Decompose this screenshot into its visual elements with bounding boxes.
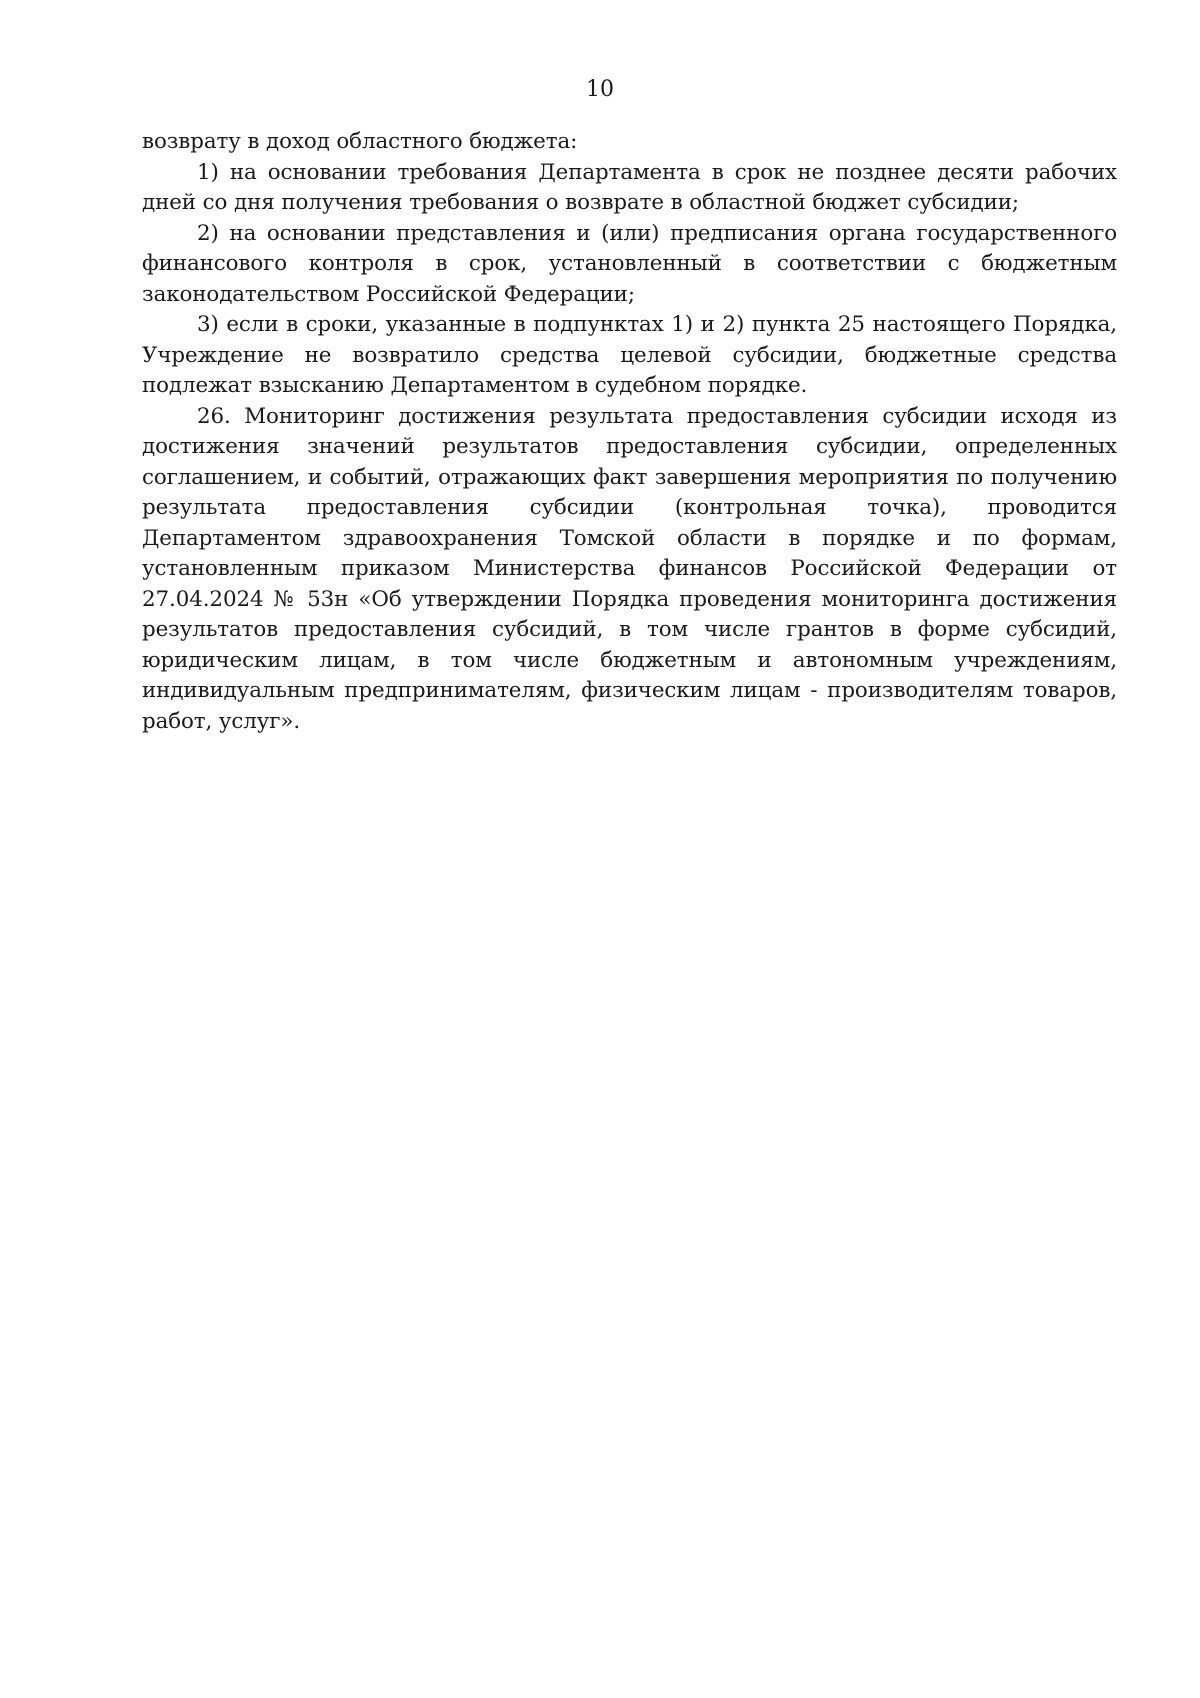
paragraph-continuation: возврату в доход областного бюджета: [142, 129, 578, 154]
paragraph-subitem-3: 3) если в сроки, указанные в подпунктах 1) и 2) пункта 25 настоящего Порядка, Учреждение не возвратило средства целевой субсидии, бюджетные средства подлежат взысканию Департаментом в судебном порядке. [142, 312, 1117, 398]
paragraph-subitem-2: 2) на основании представления и (или) предписания органа государственного финансового контроля в срок, установленный в соответствии с бюджетным законодательством Российской Федерации; [142, 220, 1117, 307]
document-body [142, 127, 1117, 737]
paragraph-item-26: 26. Мониторинг достижения результата предоставления субсидии исходя из достижения значений результатов предоставления субсидии, определенных соглашением, и событий, отражающих факт завершения мероприятия по получению результата предоставления субсидии (контрольная точка), проводится Департаментом здравоохранения Томской области в порядке и по формам, установленным приказом Министерства финансов Российской Федерации от 27.04.2024 № 53н «Об утверждении Порядка проведения мониторинга достижения результатов предоставления субсидий, в том числе грантов в форме субсидий, юридическим лицам, в том числе бюджетным и автономным учреждениям, индивидуальным предпринимателям, физическим лицам - производителям товаров, работ, услуг». [142, 403, 1117, 734]
paragraph-subitem-1: 1) на основании требования Департамента в срок не позднее десяти рабочих дней со дня получения требования о возврате в областной бюджет субсидии; [142, 159, 1117, 215]
page-number: 10 [586, 77, 614, 102]
